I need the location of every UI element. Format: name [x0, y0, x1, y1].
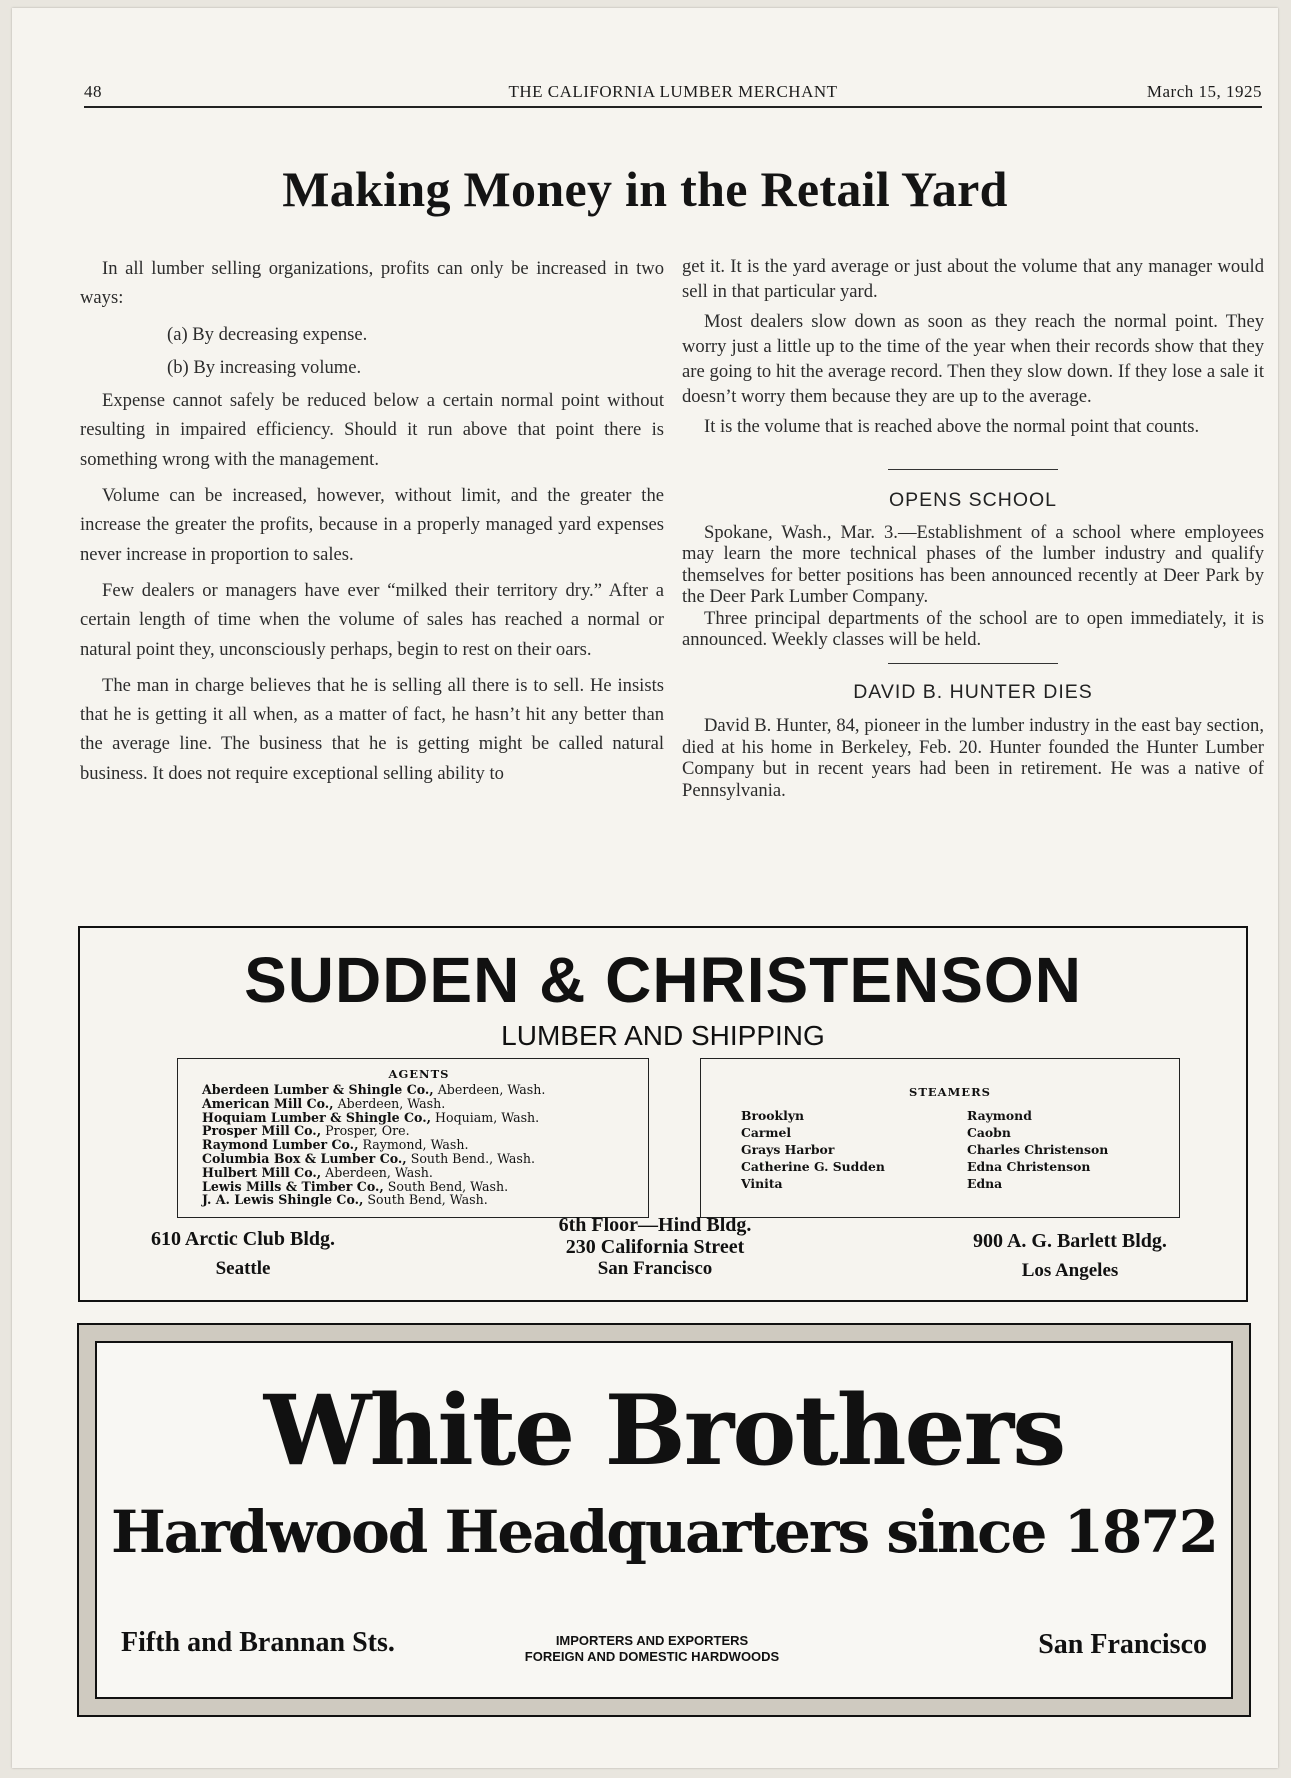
- article-paragraph: Few dealers or managers have ever “milked their territory dry.” After a certain length of time when the volume of sales has reached a normal or natural point they, unconsciously perhaps, begin to rest on their oars.: [80, 579, 664, 660]
- steamer-name: Brooklyn: [741, 1108, 805, 1123]
- agent-company: Prosper Mill Co.,: [202, 1123, 322, 1139]
- agent-entry: [202, 1152, 636, 1166]
- office-seattle: [118, 1228, 368, 1280]
- office-address: 6th Floor—Hind Bldg.: [558, 1214, 752, 1236]
- office-city: Seattle: [215, 1258, 271, 1279]
- agent-location: Aberdeen, Wash.: [325, 1164, 433, 1180]
- article-paragraph: get it. It is the yard average or just about the volume that any manager would sell in that particular yard.: [682, 256, 1264, 302]
- article-continuation: [682, 254, 1264, 439]
- article-paragraph: In all lumber selling organizations, profits can only be increased in two ways:: [80, 258, 664, 309]
- news-item: [682, 490, 1264, 651]
- sudden-christenson-ad: [78, 926, 1248, 1302]
- agent-location: Hoquiam, Wash.: [435, 1109, 540, 1125]
- agent-entry: [202, 1180, 636, 1194]
- steamer-name: Edna: [967, 1176, 1003, 1191]
- news-paragraph: David B. Hunter, 84, pioneer in the lumber industry in the east bay section, died at his home in Berkeley, Feb. 20. Hunter founded the Hunter Lumber Company but in recent years had been in retirement. He was a native of Pennsylvania.: [682, 715, 1264, 801]
- agent-location: Aberdeen, Wash.: [437, 1082, 546, 1097]
- agent-entry: [202, 1193, 636, 1207]
- agents-box: [177, 1058, 649, 1218]
- agent-location: South Bend., Wash.: [410, 1150, 536, 1166]
- ad-company-name: White Brothers: [263, 1374, 1065, 1487]
- ad-slogan: Hardwood Headquarters since 1872: [110, 1498, 1218, 1566]
- agent-entry: [202, 1111, 636, 1125]
- office-city: Los Angeles: [1021, 1260, 1119, 1281]
- article-left-column: [80, 254, 664, 795]
- agent-location: South Bend, Wash.: [367, 1192, 488, 1208]
- article-paragraph: It is the volume that is reached above the normal point that counts.: [704, 416, 1200, 437]
- steamers-box: [700, 1058, 1180, 1218]
- list-item: (b) By increasing volume.: [167, 356, 362, 378]
- agent-entry: [202, 1097, 636, 1111]
- agent-company: Aberdeen Lumber & Shingle Co.,: [202, 1082, 434, 1097]
- agents-heading: AGENTS: [388, 1067, 450, 1081]
- section-divider: [888, 469, 1058, 470]
- steamer-name: Charles Christenson: [967, 1142, 1109, 1157]
- office-address: 900 A. G. Barlett Bldg.: [973, 1230, 1167, 1252]
- article-paragraph: Volume can be increased, however, without limit, and the greater the increase the greater the profits, because in a properly managed yard expenses never increase in proportion to sales.: [80, 485, 664, 565]
- agent-company: Hulbert Mill Co.,: [202, 1164, 322, 1180]
- article-paragraph: Most dealers slow down as soon as they reach the normal point. They worry just a little up to the time of the year when their records show that they are going to hit the average record. Then they slow down. If they lose a sale it doesn’t worry them because they are up to the average.: [682, 311, 1264, 407]
- news-item: [682, 682, 1264, 802]
- news-paragraph: Three principal departments of the school are to open immediately, it is announced. Weekly classes will be held.: [682, 607, 1264, 650]
- ad-business-description: [447, 1633, 857, 1665]
- news-headline: DAVID B. HUNTER DIES: [853, 680, 1093, 703]
- steamers-heading: STEAMERS: [909, 1085, 991, 1099]
- agent-entry: [202, 1124, 636, 1138]
- ad-tagline: LUMBER AND SHIPPING: [501, 1020, 825, 1051]
- office-city: San Francisco: [597, 1258, 713, 1279]
- news-headline: OPENS SCHOOL: [888, 489, 1058, 511]
- steamer-name: Vinita: [741, 1176, 783, 1191]
- agent-company: Raymond Lumber Co.,: [202, 1137, 359, 1153]
- office-address: 230 California Street: [565, 1236, 745, 1258]
- article-title: Making Money in the Retail Yard: [282, 161, 1008, 217]
- steamer-name: Grays Harbor: [741, 1142, 835, 1157]
- agent-company: Columbia Box & Lumber Co.,: [202, 1150, 407, 1166]
- ad-description-line: IMPORTERS AND EXPORTERS: [555, 1633, 749, 1648]
- agent-company: Lewis Mills & Timber Co.,: [202, 1178, 384, 1194]
- steamers-column: [967, 1107, 1108, 1192]
- agent-location: Prosper, Ore.: [325, 1123, 410, 1139]
- steamer-name: Carmel: [741, 1125, 792, 1140]
- agent-entry: [202, 1083, 636, 1097]
- issue-date: March 15, 1925: [1146, 82, 1262, 101]
- article-right-column: [682, 254, 1264, 801]
- agent-entry: [202, 1138, 636, 1152]
- ad-description-line: FOREIGN AND DOMESTIC HARDWOODS: [524, 1649, 780, 1664]
- ad-inner-panel: [95, 1341, 1233, 1699]
- section-divider: [888, 663, 1058, 664]
- steamer-name: Edna Christenson: [967, 1159, 1091, 1174]
- article-paragraph: Expense cannot safely be reduced below a certain normal point without resulting in impaired efficiency. Should it run above that point there is something wrong with the management.: [80, 390, 664, 470]
- running-header: [84, 76, 1262, 108]
- agent-location: Aberdeen, Wash.: [337, 1095, 446, 1111]
- ad-company-name: SUDDEN & CHRISTENSON: [244, 944, 1082, 1016]
- white-brothers-ad: [78, 1324, 1250, 1716]
- steamer-name: Caobn: [967, 1125, 1011, 1140]
- agent-company: American Mill Co.,: [202, 1095, 334, 1111]
- article-paragraph: The man in charge believes that he is selling all there is to sell. He insists that he is getting it all when, as a matter of fact, he hasn’t hit any better than the average line. The business that he is getting might be called natural business. It does not require exceptional selling ability to: [80, 674, 664, 784]
- agent-company: J. A. Lewis Shingle Co.,: [202, 1192, 364, 1208]
- steamers-column: [741, 1107, 885, 1192]
- magazine-page: [12, 8, 1278, 1768]
- agent-location: Raymond, Wash.: [362, 1137, 469, 1153]
- page-number: 48: [84, 82, 102, 101]
- office-los-angeles: [920, 1230, 1220, 1282]
- steamer-name: Raymond: [967, 1108, 1032, 1123]
- list-item: (a) By decreasing expense.: [167, 323, 368, 345]
- office-address: 610 Arctic Club Bldg.: [150, 1228, 336, 1250]
- office-san-francisco: [500, 1214, 810, 1280]
- ad-city: San Francisco: [1038, 1629, 1207, 1660]
- agent-location: South Bend, Wash.: [387, 1178, 509, 1194]
- news-paragraph: Spokane, Wash., Mar. 3.—Establishment of a school where employees may learn the more technical phases of the lumber industry and qualify themselves for better positions has been announced recently at Deer Park by the Deer Park Lumber Company.: [682, 521, 1264, 607]
- agent-entry: [202, 1166, 636, 1180]
- steamer-name: Catherine G. Sudden: [741, 1159, 885, 1174]
- ad-street-address: Fifth and Brannan Sts.: [121, 1627, 395, 1658]
- agents-list: [202, 1083, 636, 1207]
- publication-title: THE CALIFORNIA LUMBER MERCHANT: [508, 82, 838, 101]
- agent-company: Hoquiam Lumber & Shingle Co.,: [202, 1109, 431, 1125]
